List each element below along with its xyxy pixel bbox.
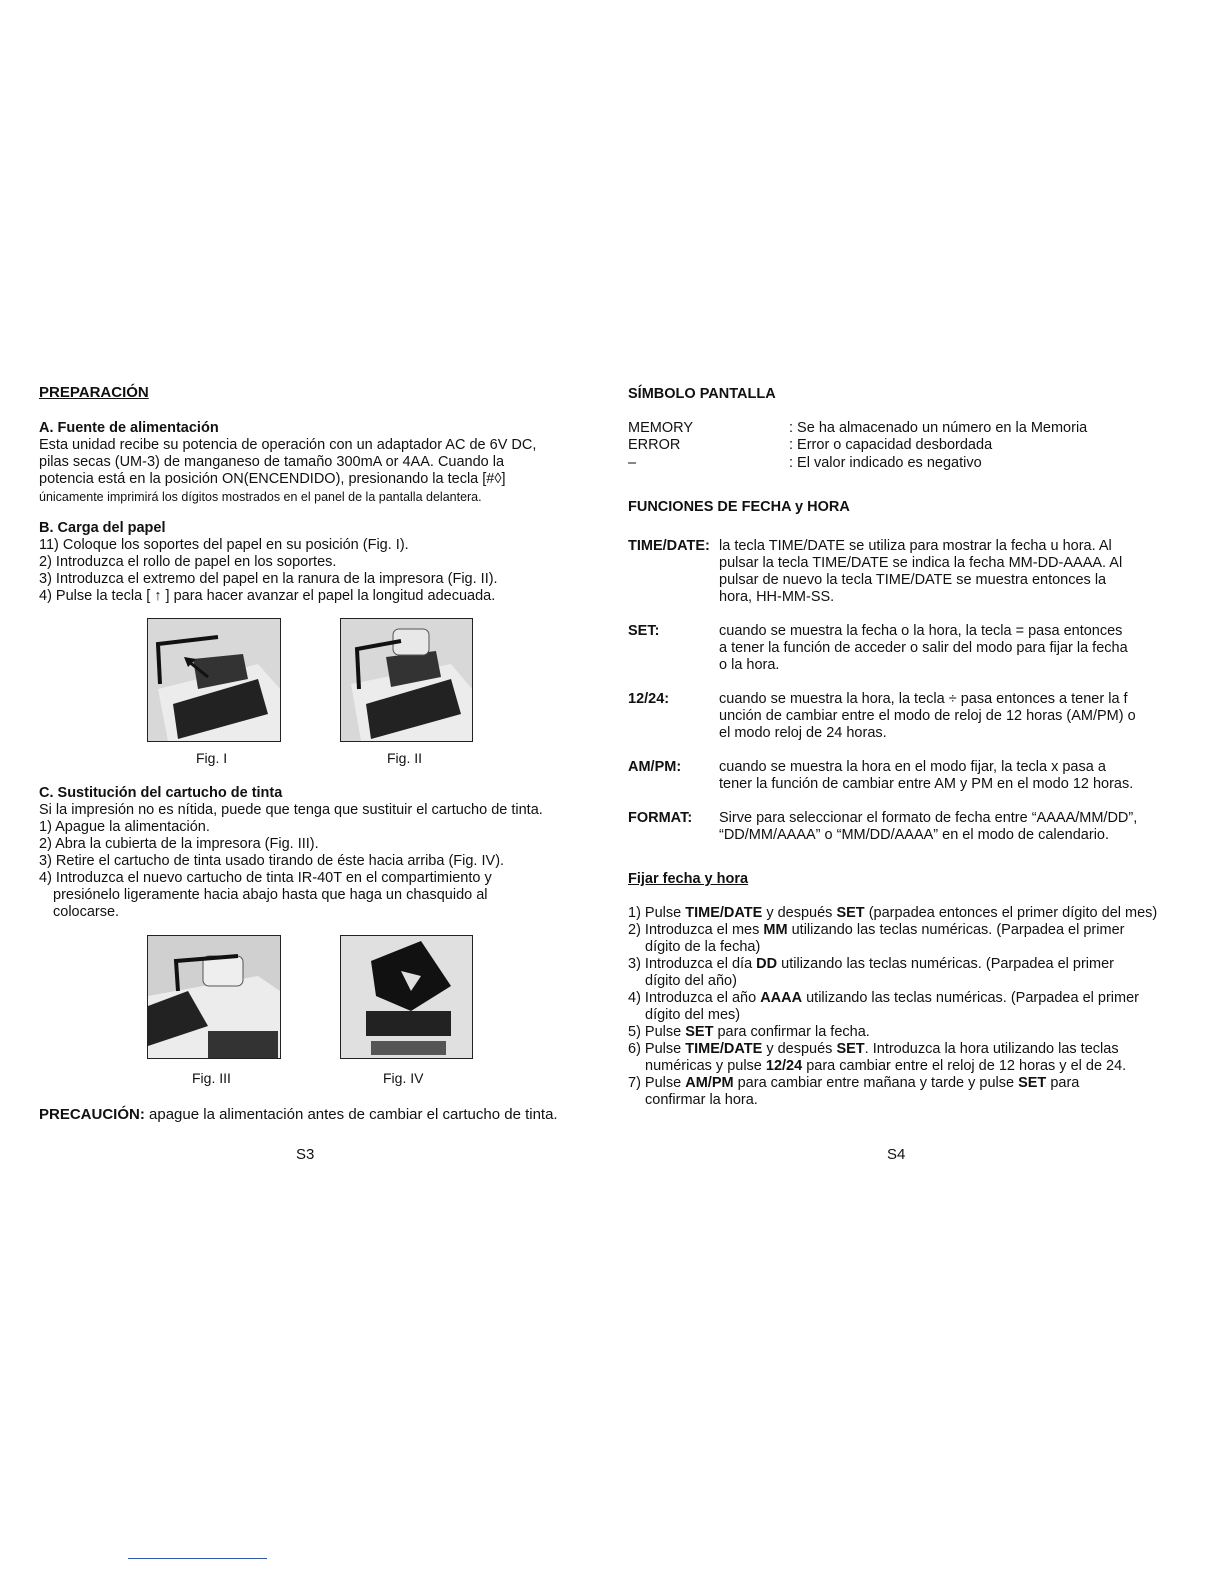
step-4: 4) Introduzca el año AAAA utilizando las teclas numéricas. (Parpadea el primer (628, 990, 1139, 1006)
step-2: 2) Introduzca el mes MM utilizando las teclas numéricas. (Parpadea el primer (628, 922, 1125, 938)
section-c-line: presiónelo ligeramente hacia abajo hasta que haga un chasquido al (53, 887, 488, 903)
function-desc: la tecla TIME/DATE se utiliza para mostrar la fecha u hora. Al (719, 538, 1112, 554)
function-desc: tener la función de cambiar entre AM y PM en el modo 12 horas. (719, 776, 1134, 792)
section-c-line: 4) Introduzca el nuevo cartucho de tinta IR-40T en el compartimiento y (39, 870, 492, 886)
function-desc: unción de cambiar entre el modo de reloj de 12 horas (AM/PM) o (719, 708, 1136, 724)
figure-1-image (147, 618, 281, 742)
functions-heading: FUNCIONES DE FECHA y HORA (628, 499, 850, 515)
symbol-desc: : Error o capacidad desbordada (789, 437, 993, 453)
step-4-cont: dígito del mes) (645, 1007, 741, 1023)
section-c-heading: C. Sustitución del cartucho de tinta (39, 785, 283, 801)
section-b-line: 4) Pulse la tecla [ ↑ ] para hacer avanzar el papel la longitud adecuada. (39, 588, 496, 604)
function-desc: hora, HH-MM-SS. (719, 589, 835, 605)
function-desc: pulsar la tecla TIME/DATE se indica la fecha MM-DD-AAAA. Al (719, 555, 1123, 571)
function-desc: “DD/MM/AAAA” o “MM/DD/AAAA” en el modo de calendario. (719, 827, 1110, 843)
page-number-left: S3 (296, 1146, 315, 1163)
step-3-cont: dígito del año) (645, 973, 737, 989)
step-6-cont: numéricas y pulse 12/24 para cambiar entre el reloj de 12 horas y el de 24. (645, 1058, 1127, 1074)
figure-2-caption: Fig. II (387, 750, 423, 766)
function-desc: pulsar de nuevo la tecla TIME/DATE se muestra entonces la (719, 572, 1107, 588)
function-desc: el modo reloj de 24 horas. (719, 725, 887, 741)
symbol-key: ERROR (628, 437, 681, 453)
caution-text: apague la alimentación antes de cambiar el cartucho de tinta. (144, 1106, 558, 1123)
section-a-small-line: únicamente imprimirá los dígitos mostrados en el panel de la pantalla delantera. (39, 490, 482, 504)
footnote-rule (128, 1558, 267, 1559)
function-desc: a tener la función de acceder o salir del modo para fijar la fecha (719, 640, 1128, 656)
caution-note (39, 1106, 558, 1123)
step-1: 1) Pulse TIME/DATE y después SET (parpadea entonces el primer dígito del mes) (628, 905, 1158, 921)
section-a-line: Esta unidad recibe su potencia de operación con un adaptador AC de 6V DC, (39, 437, 537, 453)
section-a-heading: A. Fuente de alimentación (39, 420, 219, 436)
section-b-line: 2) Introduzca el rollo de papel en los soportes. (39, 554, 337, 570)
function-desc: cuando se muestra la fecha o la hora, la tecla = pasa entonces (719, 623, 1123, 639)
symbols-heading: SÍMBOLO PANTALLA (628, 386, 776, 402)
page-title: PREPARACIÓN (39, 384, 149, 401)
section-c-line: 2) Abra la cubierta de la impresora (Fig. III). (39, 836, 319, 852)
function-desc: o la hora. (719, 657, 780, 673)
step-6: 6) Pulse TIME/DATE y después SET. Introduzca la hora utilizando las teclas (628, 1041, 1119, 1057)
function-key: FORMAT: (628, 810, 693, 826)
section-c-line: Si la impresión no es nítida, puede que tenga que sustituir el cartucho de tinta. (39, 802, 543, 818)
step-2-cont: dígito de la fecha) (645, 939, 761, 955)
figure-1-caption: Fig. I (196, 750, 228, 766)
step-7-cont: confirmar la hora. (645, 1092, 758, 1108)
figure-4-image (340, 935, 473, 1059)
section-a-line: potencia está en la posición ON(ENCENDIDO), presionando la tecla [#◊] (39, 471, 506, 487)
symbol-key: – (628, 455, 637, 471)
function-key: AM/PM: (628, 759, 682, 775)
symbol-desc: : El valor indicado es negativo (789, 455, 982, 471)
section-a-line: pilas secas (UM-3) de manganeso de tamaño 300mA or 4AA. Cuando la (39, 454, 505, 470)
symbol-desc: : Se ha almacenado un número en la Memoria (789, 420, 1088, 436)
step-3: 3) Introduzca el día DD utilizando las teclas numéricas. (Parpadea el primer (628, 956, 1115, 972)
function-desc: Sirve para seleccionar el formato de fecha entre “AAAA/MM/DD”, (719, 810, 1138, 826)
caution-label: PRECAUCIÓN: (39, 1106, 145, 1123)
section-c-line: 1) Apague la alimentación. (39, 819, 210, 835)
page-number-right: S4 (887, 1146, 906, 1163)
section-c-line: 3) Retire el cartucho de tinta usado tirando de éste hacia arriba (Fig. IV). (39, 853, 505, 869)
section-b-line: 3) Introduzca el extremo del papel en la ranura de la impresora (Fig. II). (39, 571, 498, 587)
figure-2-image (340, 618, 473, 742)
figure-3-caption: Fig. III (192, 1070, 231, 1086)
figure-4-caption: Fig. IV (383, 1070, 424, 1086)
step-7: 7) Pulse AM/PM para cambiar entre mañana y tarde y pulse SET para (628, 1075, 1080, 1091)
function-key: 12/24: (628, 691, 670, 707)
step-5: 5) Pulse SET para confirmar la fecha. (628, 1024, 870, 1040)
function-key: SET: (628, 623, 660, 639)
symbol-key: MEMORY (628, 420, 693, 436)
function-key: TIME/DATE: (628, 538, 710, 554)
figure-3-image (147, 935, 281, 1059)
section-b-line: 11) Coloque los soportes del papel en su posición (Fig. I). (39, 537, 409, 553)
section-c-line: colocarse. (53, 904, 120, 920)
function-desc: cuando se muestra la hora en el modo fijar, la tecla x pasa a (719, 759, 1106, 775)
function-desc: cuando se muestra la hora, la tecla ÷ pasa entonces a tener la f (719, 691, 1128, 707)
section-b-heading: B. Carga del papel (39, 520, 166, 536)
set-date-time-heading: Fijar fecha y hora (628, 871, 749, 887)
